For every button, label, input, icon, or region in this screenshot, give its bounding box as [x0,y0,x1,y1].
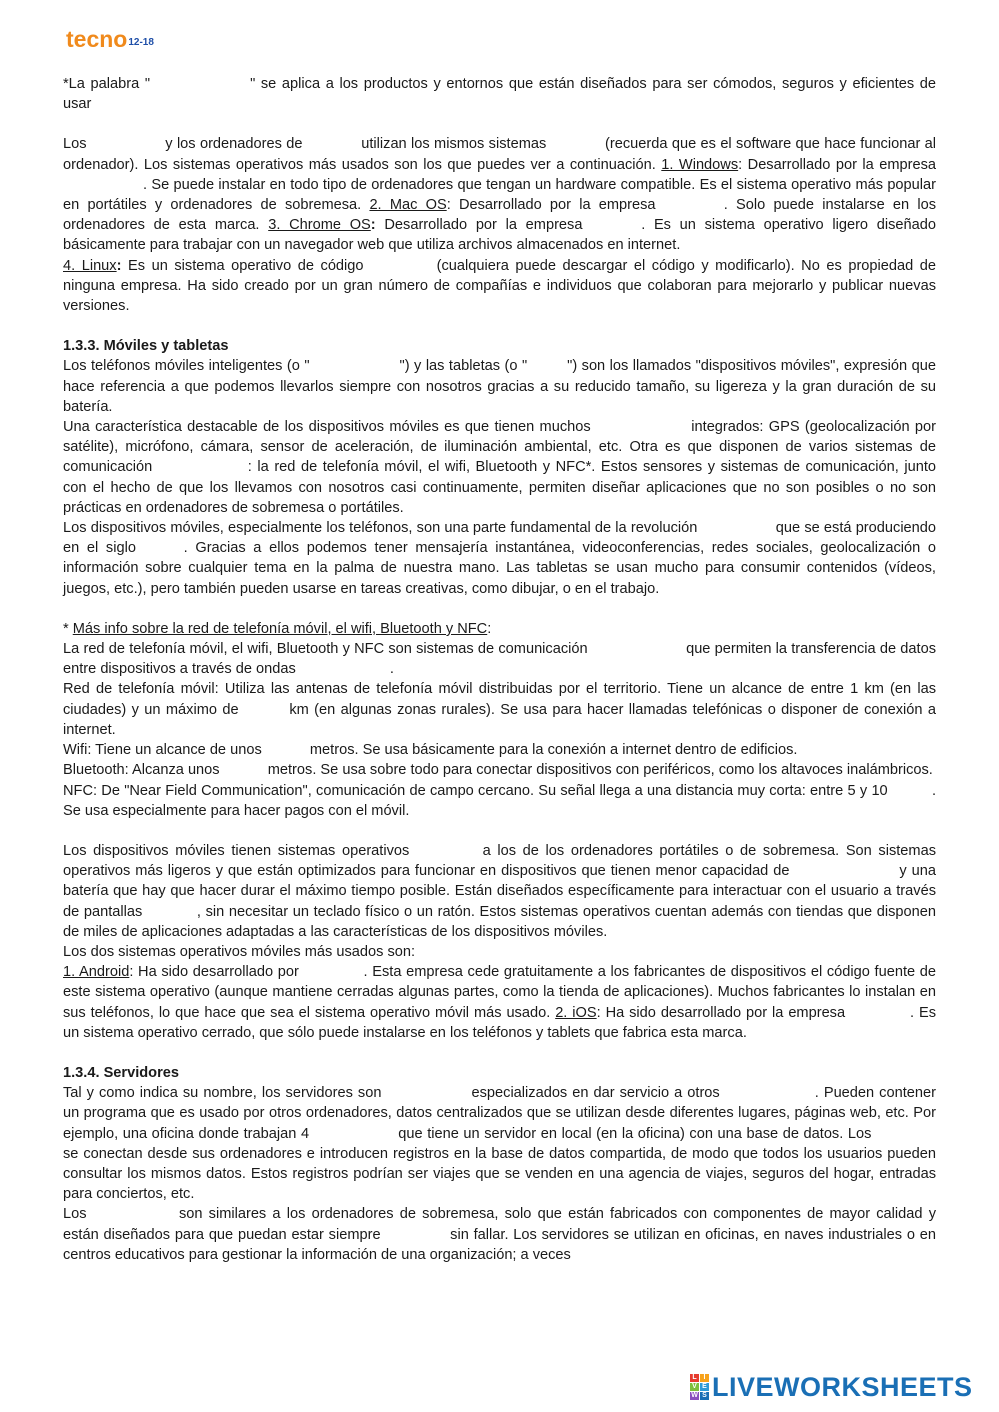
paragraph-mobile-network: Red de telefonía móvil: Utiliza las antenas de telefonía móvil distribuidas por el territorio. Tiene un alcance de entre 1 km (en las ciudades) y un máximo de km (en algunas zonas rurales). Se usa para hacer llamadas telefónicas o disponer de conexión a internet. [63,681,937,738]
paragraph-smartphones: Los teléfonos móviles inteligentes (o " ") y las tabletas (o " ") son los llamados "dispositivos móviles", expresión que hace referencia a que podemos llevarlos siempre con nosotros gracias a su reducido tamaño, su ligereza y la gran duración de su batería. [63,358,936,415]
paragraph-wifi: Wifi: Tiene un alcance de unos metros. Se usa básicamente para la conexión a internet dentro de edificios. [63,742,798,759]
chromeos-link[interactable]: 3. Chrome OS [268,217,371,234]
liveworksheets-text: LIVEWORKSHEETS [712,1371,973,1402]
paragraph-servers-2: Los son similares a los ordenadores de sobremesa, solo que están fabricados con componentes de mayor calidad y están diseñados para que puedan estar siempre sin fallar. Los servidores se utilizan en oficinas, en naves industriales o en centros educativos para gestionar la información de una organización; a veces [63,1206,936,1263]
macos-link[interactable]: 2. Mac OS [369,197,447,214]
android-link[interactable]: 1. Android [63,964,130,981]
more-info-link[interactable]: Más info sobre la red de telefonía móvil, el wifi, Bluetooth y NFC [72,620,488,637]
liveworksheets-icon: L I V E W S [690,1374,710,1400]
paragraph-bluetooth: Bluetooth: Alcanza unos metros. Se usa sobre todo para conectar dispositivos con periféricos, como los altavoces inalámbricos. [63,762,933,779]
linux-link[interactable]: 4. Linux [63,257,117,274]
heading-moviles: 1.3.3. Móviles y tabletas [63,338,229,355]
paragraph-servers: Tal y como indica su nombre, los servidores son especializados en dar servicio a otros . Pueden contener un programa que es usado por otros ordenadores, datos centralizados que se utilizan desde diferentes lugares, páginas web, etc. Por ejemplo, una oficina donde trabajan 4 que tiene un servidor en local (en la oficina) con una base de datos. Los se conectan desde sus ordenadores e introducen registros en la base de datos compartida, de modo que todos los usuarios pueden consultar los mismos datos. Estos registros podrían ser viajes que se venden en una agencia de viajes, seguros del hogar, entradas para conciertos, etc. [63,1085,936,1203]
paragraph-sensors: Una característica destacable de los dispositivos móviles es que tienen muchos integrados: GPS (geolocalización por satélite), micrófono, cámara, sensor de aceleración, de iluminación ambiental, etc. Otra es que disponen de varios sistemas de comunicación : la red de telefonía móvil, el wifi, Bluetooth y NFC*. Estos sensores y sistemas de comunicación, junto con el hecho de que los llevamos con nosotros casi continuamente, permiten diseñar aplicaciones que no son posibles o no son prácticas en ordenadores de sobremesa o portátiles. [63,419,936,516]
paragraph-os-desktop: Los y los ordenadores de utilizan los mismos sistemas (recuerda que es el software que hace funcionar al ordenador). Los sistemas operativos más usados son los que puedes ver a continuación. 1. Windows: Desarrollado por la empresa . Se puede instalar en todo tipo de ordenadores que tengan un hardware compatible. Es el sistema operativo más popular en portátiles y ordenadores de sobremesa. 2. Mac OS: Desarrollado por la empresa . Solo puede instalarse en los ordenadores de esta marca. 3. Chrome OS: Desarrollado por la empresa . Es un sistema operativo ligero diseñado básicamente para trabajar con un navegador web que utiliza archivos almacenados en internet. [63,136,937,254]
paragraph-more-info: * Más info sobre la red de telefonía móvil, el wifi, Bluetooth y NFC: [63,620,492,637]
heading-servidores: 1.3.4. Servidores [63,1064,180,1081]
tecno-logo [66,28,154,50]
windows-link[interactable]: 1. Windows [661,156,739,173]
logo-subtext: 12-18 [128,37,154,48]
paragraph-nfc: NFC: De "Near Field Communication", comunicación de campo cercano. Su señal llega a una distancia muy corta: entre 5 y 10 . Se usa especialmente para hacer pagos con el móvil. [63,782,936,819]
ios-link[interactable]: 2. iOS [555,1004,597,1021]
worksheet-body [63,74,936,1265]
paragraph-android-ios: 1. Android: Ha sido desarrollado por . Esta empresa cede gratuitamente a los fabricantes de dispositivos el código fuente de este sistema operativo (aunque mantiene cerradas algunas partes, como la tienda de aplicaciones). Muchos fabricantes lo instalan en sus teléfonos, lo que hace que sea el sistema operativo móvil más usado. 2. iOS: Ha sido desarrollado por la empresa . Es un sistema operativo cerrado, que sólo puede instalarse en los teléfonos y tablets que fabrica esta marca. [63,964,937,1041]
paragraph-revolution: Los dispositivos móviles, especialmente los teléfonos, son una parte fundamental de la revolución que se está produciendo en el siglo . Gracias a ellos podemos tener mensajería instantánea, videoconferencias, redes sociales, geolocalización o información sobre cualquier tema en la palma de nuestra mano. Las tabletas se usan mucho para consumir contenidos (vídeos, juegos, etc.), pero también pueden usarse en tareas creativas, como dibujar, o en el trabajo. [63,520,937,597]
paragraph-ergonomic: *La palabra " " se aplica a los productos y entornos que están diseñados para ser cómodos, seguros y eficientes de usar [63,76,937,113]
paragraph-linux: 4. Linux: Es un sistema operativo de código (cualquiera puede descargar el código y modificarlo). No es propiedad de ninguna empresa. Ha sido creado por un gran número de compañías e individuos que colaboran para mejorarlo y publicar nuevas versiones. [63,257,937,315]
paragraph-mobile-os: Los dispositivos móviles tienen sistemas operativos a los de los ordenadores portátiles o de sobremesa. Son sistemas operativos más ligeros y que están optimizados para funcionar en dispositivos que tienen menor capacidad de y una batería que hay que hacer durar el máximo tiempo posible. Están diseñados específicamente para interactuar con el usuario a través de pantallas , sin necesitar un teclado físico o un ratón. Estos sistemas operativos cuentan además con tiendas que disponen de miles de aplicaciones adaptadas a las características de los dispositivos móviles. [63,842,936,940]
liveworksheets-logo [690,1373,973,1401]
paragraph-mobile-os-list: Los dos sistemas operativos móviles más usados son: [63,943,416,960]
logo-text: tecno [66,26,128,52]
paragraph-wireless: La red de telefonía móvil, el wifi, Bluetooth y NFC son sistemas de comunicación que permiten la transferencia de datos entre dispositivos a través de ondas . [63,641,936,678]
